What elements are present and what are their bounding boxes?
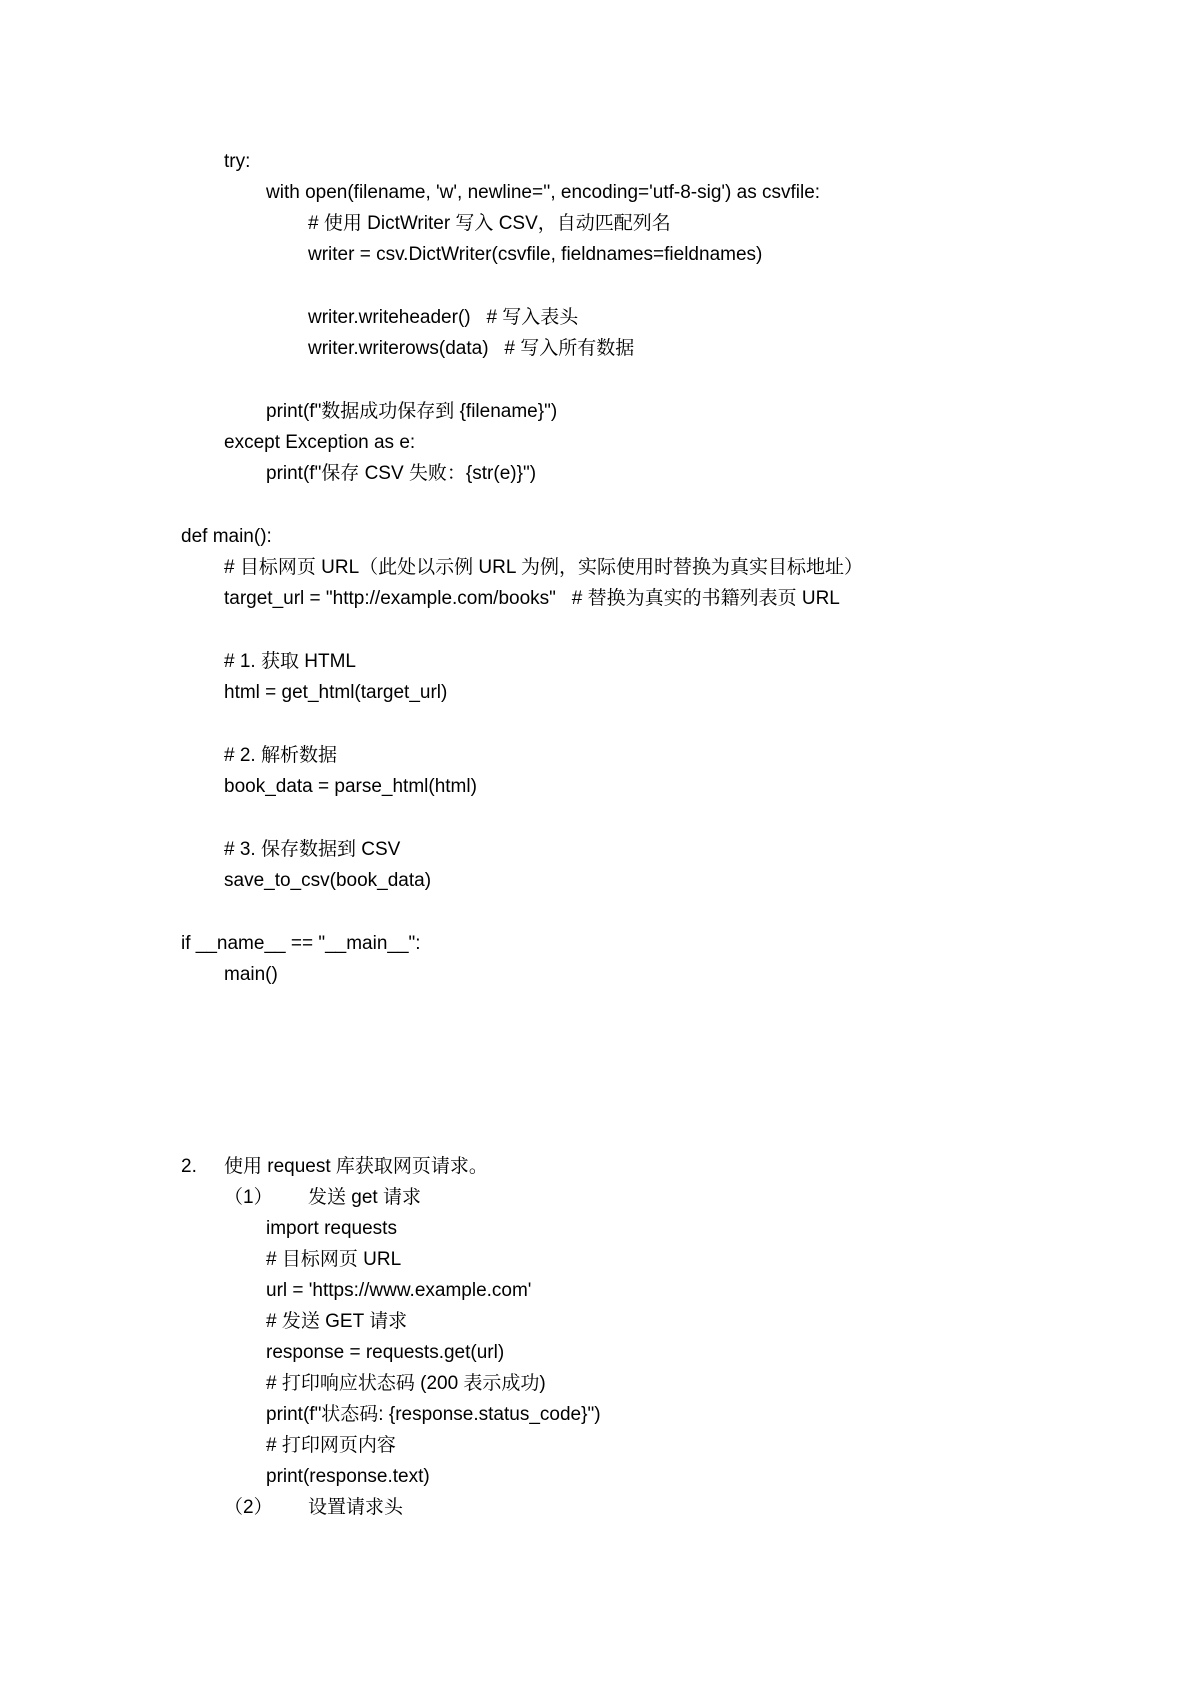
code-comment: # 发送 GET 请求 [266, 1311, 408, 1332]
code-comment: # 2. 解析数据 [224, 745, 337, 766]
code-line: print(response.text) [266, 1466, 430, 1487]
code-line: def main(): [181, 526, 272, 547]
code-line: import requests [266, 1218, 397, 1239]
section-number: 2. [181, 1156, 197, 1177]
code-line: print(f"数据成功保存到 {filename}") [266, 401, 558, 422]
code-comment: # 1. 获取 HTML [224, 651, 356, 672]
code-line: main() [224, 964, 278, 985]
code-comment: # 打印网页内容 [266, 1435, 396, 1456]
code-line: print(f"状态码: {response.status_code}") [266, 1404, 601, 1425]
code-line: target_url = "http://example.com/books" # 替换为真实的书籍列表页 URL [224, 588, 840, 609]
code-line: except Exception as e: [224, 432, 416, 453]
code-line: try: [224, 151, 251, 172]
code-line: response = requests.get(url) [266, 1342, 505, 1363]
subsection-title: 设置请求头 [308, 1497, 404, 1518]
code-line: book_data = parse_html(html) [224, 776, 477, 797]
code-line: writer = csv.DictWriter(csvfile, fieldnames=fieldnames) [308, 244, 763, 265]
code-comment: # 目标网页 URL（此处以示例 URL 为例，实际使用时替换为真实目标地址） [224, 557, 863, 578]
code-line: print(f"保存 CSV 失败：{str(e)}") [266, 463, 537, 484]
code-comment: # 3. 保存数据到 CSV [224, 839, 401, 860]
subsection-number: （1） [224, 1187, 273, 1208]
code-comment: # 使用 DictWriter 写入 CSV，自动匹配列名 [308, 213, 671, 234]
code-line: url = 'https://www.example.com' [266, 1280, 532, 1301]
section-title: 使用 request 库获取网页请求。 [224, 1156, 488, 1177]
code-line: if __name__ == "__main__": [181, 933, 421, 954]
code-line: with open(filename, 'w', newline='', encoding='utf-8-sig') as csvfile: [266, 182, 821, 203]
code-line: html = get_html(target_url) [224, 682, 448, 703]
code-line: writer.writerows(data) # 写入所有数据 [308, 338, 635, 359]
subsection-title: 发送 get 请求 [308, 1187, 421, 1208]
subsection-number: （2） [224, 1497, 273, 1518]
code-comment: # 打印响应状态码 (200 表示成功) [266, 1373, 546, 1394]
code-line: save_to_csv(book_data) [224, 870, 432, 891]
code-line: writer.writeheader() # 写入表头 [308, 307, 579, 328]
code-comment: # 目标网页 URL [266, 1249, 402, 1270]
